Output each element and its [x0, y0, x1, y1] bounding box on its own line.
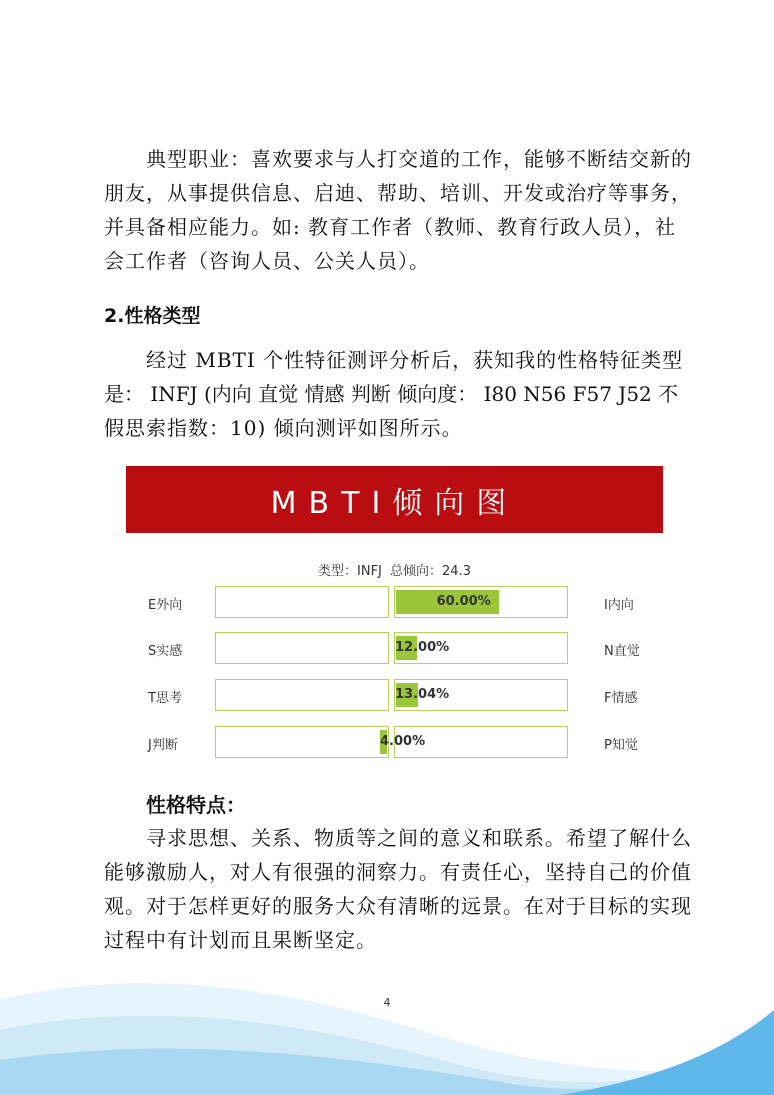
summary-total: 总倾向：24.3	[390, 564, 471, 579]
text-line: 朋友，从事提供信息、启迪、帮助、培训、开发或治疗等事务，	[104, 181, 692, 205]
row-label-right: P知觉	[604, 738, 638, 753]
text-line: 能够激励人，对人有很强的洞察力。有责任心，坚持自己的价值	[104, 860, 692, 884]
paragraph-personality-type	[104, 343, 684, 445]
text-line: 寻求思想、关系、物质等之间的意义和联系。希望了解什么	[146, 826, 692, 850]
bar-value-label: 60.00%	[436, 594, 491, 609]
chart-summary	[126, 560, 663, 579]
row-label-right: F情感	[604, 691, 638, 706]
mbti-chart	[126, 466, 663, 776]
section-heading: 2.性格类型	[104, 305, 201, 327]
text-line: 假思索指数：10) 倾向测评如图所示。	[104, 416, 463, 440]
bar-value-label: 4.00%	[380, 734, 426, 749]
bar-value-label: 13.04%	[395, 687, 450, 702]
box-left	[215, 679, 389, 711]
mbti-row	[126, 726, 663, 760]
row-label-left: E外向	[148, 598, 183, 613]
decorative-wave	[0, 960, 774, 1095]
mbti-row	[126, 586, 663, 620]
mbti-row	[126, 632, 663, 666]
mbti-row	[126, 679, 663, 713]
row-label-right: I内向	[604, 598, 634, 613]
box-left	[215, 586, 389, 618]
bar-value-label: 12.00%	[395, 640, 450, 655]
page-number: 4	[383, 996, 391, 1009]
chart-title: MBTI倾向图	[126, 466, 663, 533]
text-line: 会工作者（咨询人员、公关人员）。	[104, 249, 430, 273]
row-label-left: J判断	[148, 738, 178, 753]
text-line: 是： INFJ (内向 直觉 情感 判断 倾向度： I80 N56 F57 J52 不	[104, 382, 679, 406]
text-line: 经过 MBTI 个性特征测评分析后，获知我的性格特征类型	[146, 348, 684, 372]
text-line: 过程中有计划而且果断坚定。	[104, 928, 377, 952]
box-left	[215, 726, 389, 758]
paragraph-typical-careers	[104, 142, 692, 278]
box-left	[215, 632, 389, 664]
text-line: 并具备相应能力。如: 教育工作者（教师、教育行政人员），社	[104, 215, 677, 239]
traits-heading: 性格特点：	[146, 793, 246, 817]
text-line: 观。对于怎样更好的服务大众有清晰的远景。在对于目标的实现	[104, 894, 692, 918]
paragraph-traits	[104, 821, 692, 957]
summary-type: 类型：INFJ	[318, 564, 382, 579]
row-label-right: N直觉	[604, 644, 640, 659]
row-label-left: T思考	[148, 691, 182, 706]
row-label-left: S实感	[148, 644, 183, 659]
text-line: 典型职业：喜欢要求与人打交道的工作，能够不断结交新的	[146, 147, 692, 171]
